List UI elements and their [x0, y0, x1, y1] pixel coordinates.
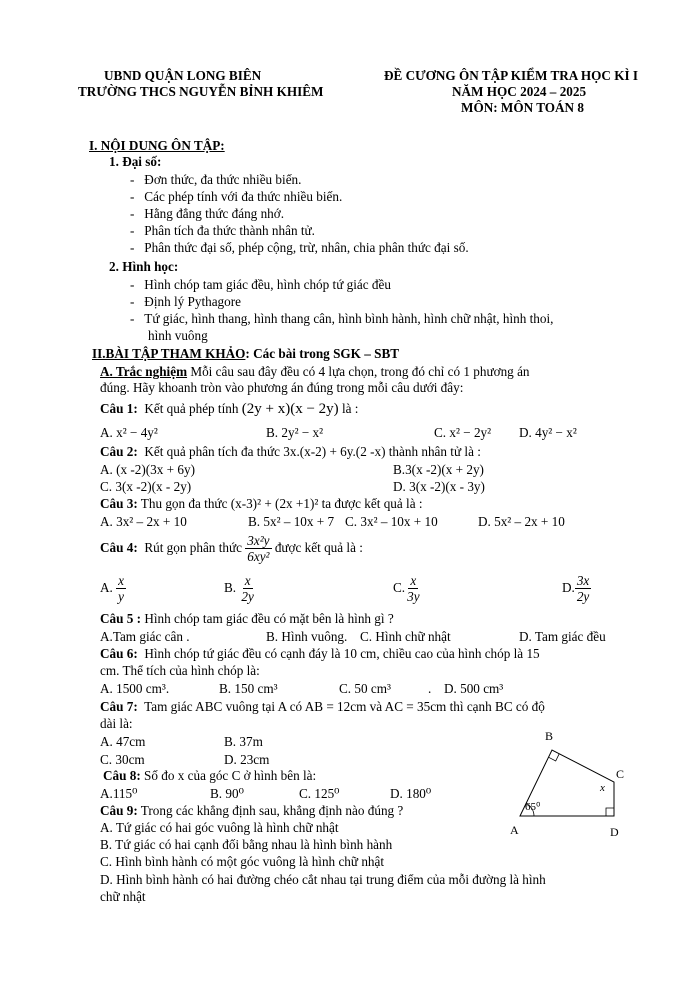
question-6: Câu 6: Hình chóp tứ giác đều có cạnh đáy là 10 cm, chiều cao của hình chóp là 15: [100, 646, 540, 661]
list-item-continuation: hình vuông: [148, 328, 208, 343]
section2-title: II.BÀI TẬP THAM KHẢO: Các bài trong SGK – SBT: [92, 346, 400, 361]
school-name: TRƯỜNG THCS NGUYỄN BỈNH KHIÊM: [78, 84, 324, 99]
question-1-expression: (2y + x)(x − 2y): [241, 401, 339, 417]
question-5: Câu 5 : Hình chóp tam giác đều có mặt bên là hình gì ?: [100, 611, 394, 626]
question-7-option-a[interactable]: A. 47cm: [100, 734, 146, 749]
question-2: Câu 2: Kết quả phân tích đa thức 3x.(x-2) + 6y.(2 -x) thành nhân tử là :: [100, 444, 481, 459]
question-1-option-d[interactable]: D. 4y² − x²: [519, 425, 577, 440]
question-4-fraction: $\frac{\text{3x²y}}{\text{6xy²}}$: [247, 533, 270, 565]
quadrilateral-figure: [500, 728, 640, 844]
question-8-option-a[interactable]: A.115⁰: [100, 786, 138, 801]
question-8-option-c[interactable]: C. 125⁰: [299, 786, 340, 801]
school-year: NĂM HỌC 2024 – 2025: [452, 84, 587, 99]
question-2-option-c[interactable]: C. 3(x -2)(x - 2y): [100, 479, 192, 494]
question-6-option-a[interactable]: A. 1500 cm³.: [100, 681, 170, 696]
vertex-label-c: C: [616, 767, 625, 781]
question-7-option-b[interactable]: B. 37m: [224, 734, 263, 749]
question-9-option-a[interactable]: A. Tứ giác có hai góc vuông là hình chữ nhật: [100, 820, 339, 835]
question-3-option-c[interactable]: C. 3x² – 10x + 10: [345, 514, 438, 529]
question-8-option-b[interactable]: B. 90⁰: [210, 786, 244, 801]
question-9: Câu 9: Trong các khẳng định sau, khẳng định nào đúng ?: [100, 803, 404, 818]
question-5-option-d[interactable]: D. Tam giác đều: [519, 629, 606, 644]
question-3-option-d[interactable]: D. 5x² – 2x + 10: [478, 514, 565, 529]
document-title: ĐỀ CƯƠNG ÔN TẬP KIỂM TRA HỌC KÌ I: [384, 68, 639, 83]
question-6-line2: cm. Thể tích của hình chóp là:: [100, 663, 260, 678]
question-4: Câu 4: Rút gọn phân thức $\frac{\text{3x²y}}{\text{6xy²}}$ được kết quả là :: [100, 533, 363, 565]
question-4-option-b[interactable]: B. $\frac{x}{2y}$: [224, 573, 254, 605]
question-5-option-c[interactable]: C. Hình chữ nhật: [360, 629, 451, 644]
question-6-option-d[interactable]: D. 500 cm³: [444, 681, 504, 696]
vertex-label-d: D: [610, 825, 619, 839]
question-7: Câu 7: Tam giác ABC vuông tại A có AB = 12cm và AC = 35cm thì cạnh BC có độ: [100, 699, 545, 714]
list-item: - Các phép tính với đa thức nhiều biến.: [130, 189, 343, 204]
question-1: Câu 1: Kết quả phép tính (2y + x)(x − 2y) là :: [100, 401, 359, 417]
question-3-option-a[interactable]: A. 3x² – 2x + 10: [100, 514, 187, 529]
list-item: - Phân thức đại số, phép cộng, trừ, nhân, chia phân thức đại số.: [130, 240, 469, 255]
question-9-option-d-line2: chữ nhật: [100, 889, 146, 904]
question-2-option-b[interactable]: B.3(x -2)(x + 2y): [393, 462, 484, 477]
multiple-choice-intro: A. Trắc nghiệm Mỗi câu sau đây đều có 4 lựa chọn, trong đó chỉ có 1 phương án: [100, 364, 530, 379]
question-1-option-b[interactable]: B. 2y² − x²: [266, 425, 324, 440]
question-7-option-c[interactable]: C. 30cm: [100, 752, 145, 767]
angle-a-label: 65⁰: [525, 801, 541, 813]
question-8: Câu 8: Số đo x của góc C ở hình bên là:: [103, 768, 317, 783]
section1-title: I. NỘI DUNG ÔN TẬP:: [89, 138, 225, 153]
question-6-separator: .: [428, 681, 432, 696]
multiple-choice-intro-line2: đúng. Hãy khoanh tròn vào phương án đúng trong mỗi câu dưới đây:: [100, 380, 464, 395]
question-5-option-b[interactable]: B. Hình vuông.: [266, 629, 348, 644]
list-item: - Phân tích đa thức thành nhân tử.: [130, 223, 315, 238]
question-9-option-d[interactable]: D. Hình bình hành có hai đường chéo cắt nhau tại trung điểm của mỗi đường là hình: [100, 872, 546, 887]
question-7-line2: dài là:: [100, 716, 133, 731]
question-8-option-d[interactable]: D. 180⁰: [390, 786, 432, 801]
right-angle-mark-d: [606, 808, 614, 816]
list-item: - Tứ giác, hình thang, hình thang cân, hình bình hành, hình chữ nhật, hình thoi,: [130, 311, 554, 326]
question-2-option-a[interactable]: A. (x -2)(3x + 6y): [100, 462, 195, 477]
vertex-label-a: A: [510, 823, 519, 837]
question-3: Câu 3: Thu gọn đa thức (x-3)² + (2x +1)² ta được kết quả là :: [100, 496, 423, 511]
algebra-title: 1. Đại số:: [109, 154, 162, 169]
list-item: - Hằng đẳng thức đáng nhớ.: [130, 206, 285, 221]
question-4-option-a[interactable]: A. $\frac{x}{y}$: [100, 573, 124, 605]
geometry-title: 2. Hình học:: [109, 259, 179, 274]
question-7-option-d[interactable]: D. 23cm: [224, 752, 270, 767]
question-3-option-b[interactable]: B. 5x² – 10x + 7: [248, 514, 335, 529]
list-item: - Hình chóp tam giác đều, hình chóp tứ giác đều: [130, 277, 391, 292]
question-9-option-c[interactable]: C. Hình bình hành có một góc vuông là hình chữ nhật: [100, 854, 385, 869]
question-4-option-d[interactable]: D. $\frac{3x}{2y}$: [562, 573, 590, 605]
question-1-option-a[interactable]: A. x² − 4y²: [100, 425, 158, 440]
question-4-option-c[interactable]: C. $\frac{x}{3y}$: [393, 573, 420, 605]
subject: MÔN: MÔN TOÁN 8: [461, 100, 584, 115]
list-item: - Đơn thức, đa thức nhiều biến.: [130, 172, 302, 187]
question-5-option-a[interactable]: A.Tam giác cân .: [100, 629, 190, 644]
question-1-option-c[interactable]: C. x² − 2y²: [434, 425, 492, 440]
question-6-option-c[interactable]: C. 50 cm³: [339, 681, 391, 696]
question-9-option-b[interactable]: B. Tứ giác có hai cạnh đối bằng nhau là hình bình hành: [100, 837, 393, 852]
question-6-option-b[interactable]: B. 150 cm³: [219, 681, 278, 696]
vertex-label-b: B: [545, 729, 554, 743]
question-2-option-d[interactable]: D. 3(x -2)(x - 3y): [393, 479, 485, 494]
angle-x-label: x: [600, 782, 605, 794]
list-item: - Định lý Pythagore: [130, 294, 241, 309]
school-district: UBND QUẬN LONG BIÊN: [104, 68, 262, 83]
